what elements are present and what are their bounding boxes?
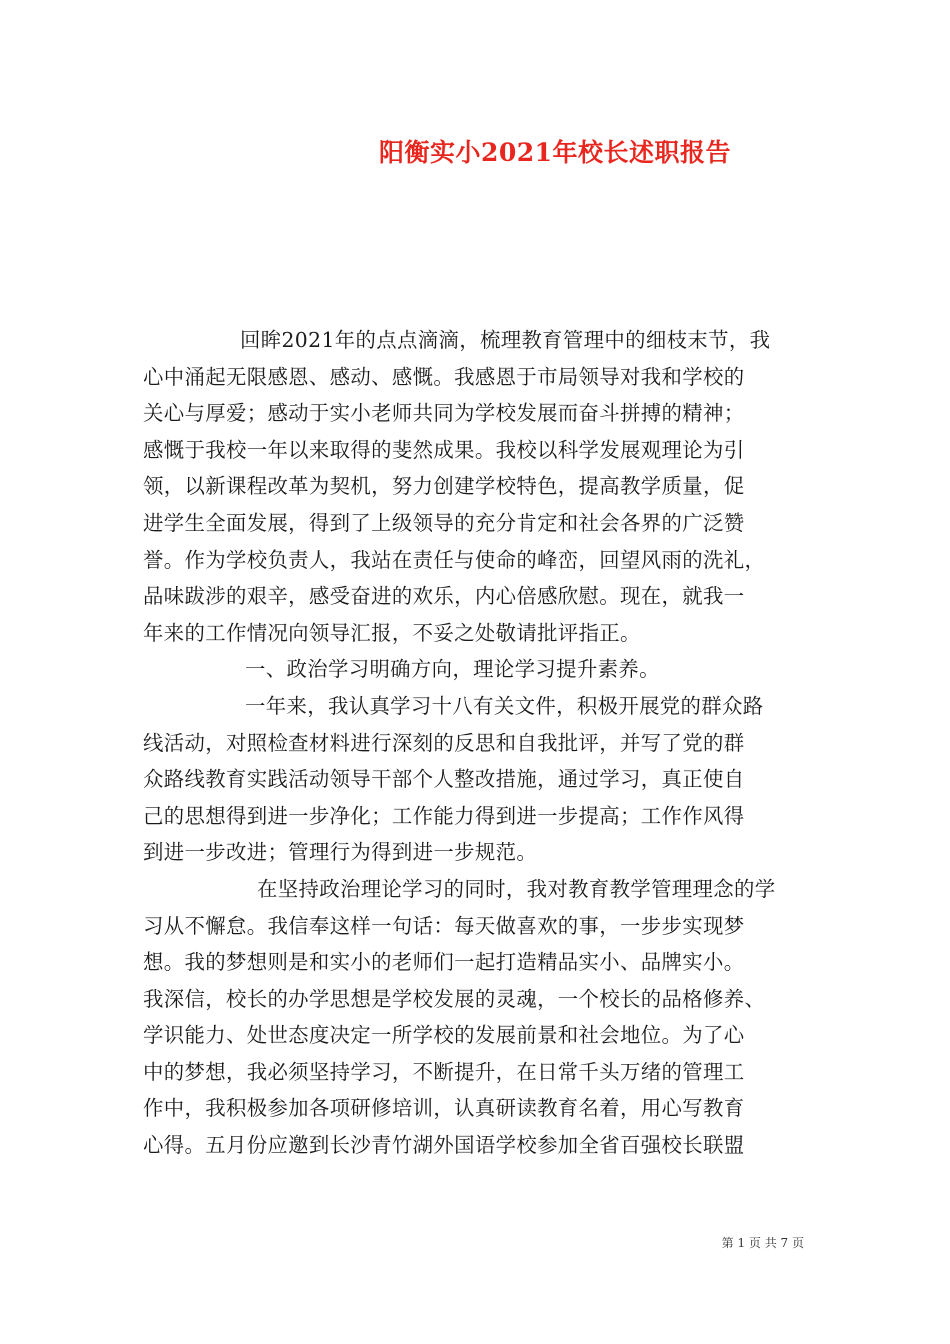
document-title: 阳衡实小2021年校长述职报告: [378, 138, 732, 167]
body-line: 我深信，校长的办学思想是学校发展的灵魂，一个校长的品格修养、: [143, 986, 766, 1011]
body-line: 进学生全面发展，得到了上级领导的充分肯定和社会各界的广泛赞: [143, 510, 745, 535]
body-line: 领，以新课程改革为契机，努力创建学校特色，提高教学质量，促: [143, 474, 745, 499]
body-line: 年来的工作情况向领导汇报，不妥之处敬请批评指正。: [143, 620, 641, 645]
body-line: 到进一步改进；管理行为得到进一步规范。: [143, 840, 538, 865]
body-line: 作中，我积极参加各项研修培训，认真研读教育名着，用心写教育: [143, 1096, 745, 1121]
body-line: 心中涌起无限感恩、感动、感慨。我感恩于市局领导对我和学校的: [143, 364, 745, 389]
body-line: 关心与厚爱；感动于实小老师共同为学校发展而奋斗拼搏的精神；: [143, 401, 745, 426]
body-line: 学识能力、处世态度决定一所学校的发展前景和社会地位。为了心: [143, 1023, 745, 1048]
body-line: 一年来，我认真学习十八有关文件，积极开展党的群众路: [245, 693, 764, 718]
body-line: 线活动，对照检查材料进行深刻的反思和自我批评，并写了党的群: [143, 730, 745, 755]
body-line: 中的梦想，我必须坚持学习，不断提升，在日常千头万绪的管理工: [143, 1059, 745, 1084]
document-body: [143, 322, 808, 1164]
body-line: 在坚持政治理论学习的同时，我对教育教学管理理念的学: [257, 876, 776, 901]
section-heading: 一、政治学习明确方向，理论学习提升素养。: [245, 657, 660, 682]
body-line: 感慨于我校一年以来取得的斐然成果。我校以科学发展观理论为引: [143, 437, 745, 462]
body-line: 习从不懈怠。我信奉这样一句话：每天做喜欢的事，一步步实现梦: [143, 913, 745, 938]
body-line: 誉。作为学校负责人，我站在责任与使命的峰峦，回望风雨的洗礼，: [143, 547, 766, 572]
body-line: 回眸2021年的点点滴滴，梳理教育管理中的细枝末节，我: [240, 328, 771, 352]
body-line: 心得。五月份应邀到长沙青竹湖外国语学校参加全省百强校长联盟: [143, 1133, 745, 1158]
body-line: 品味跋涉的艰辛，感受奋进的欢乐，内心倍感欣慰。现在，就我一: [143, 584, 745, 609]
body-line: 己的思想得到进一步净化；工作能力得到进一步提高；工作作风得: [143, 803, 745, 828]
body-line: 众路线教育实践活动领导干部个人整改措施，通过学习，真正使自: [143, 767, 745, 792]
page-number-footer: 第 1 页 共 7 页: [721, 1236, 804, 1250]
body-line: 想。我的梦想则是和实小的老师们一起打造精品实小、品牌实小。: [143, 950, 745, 975]
